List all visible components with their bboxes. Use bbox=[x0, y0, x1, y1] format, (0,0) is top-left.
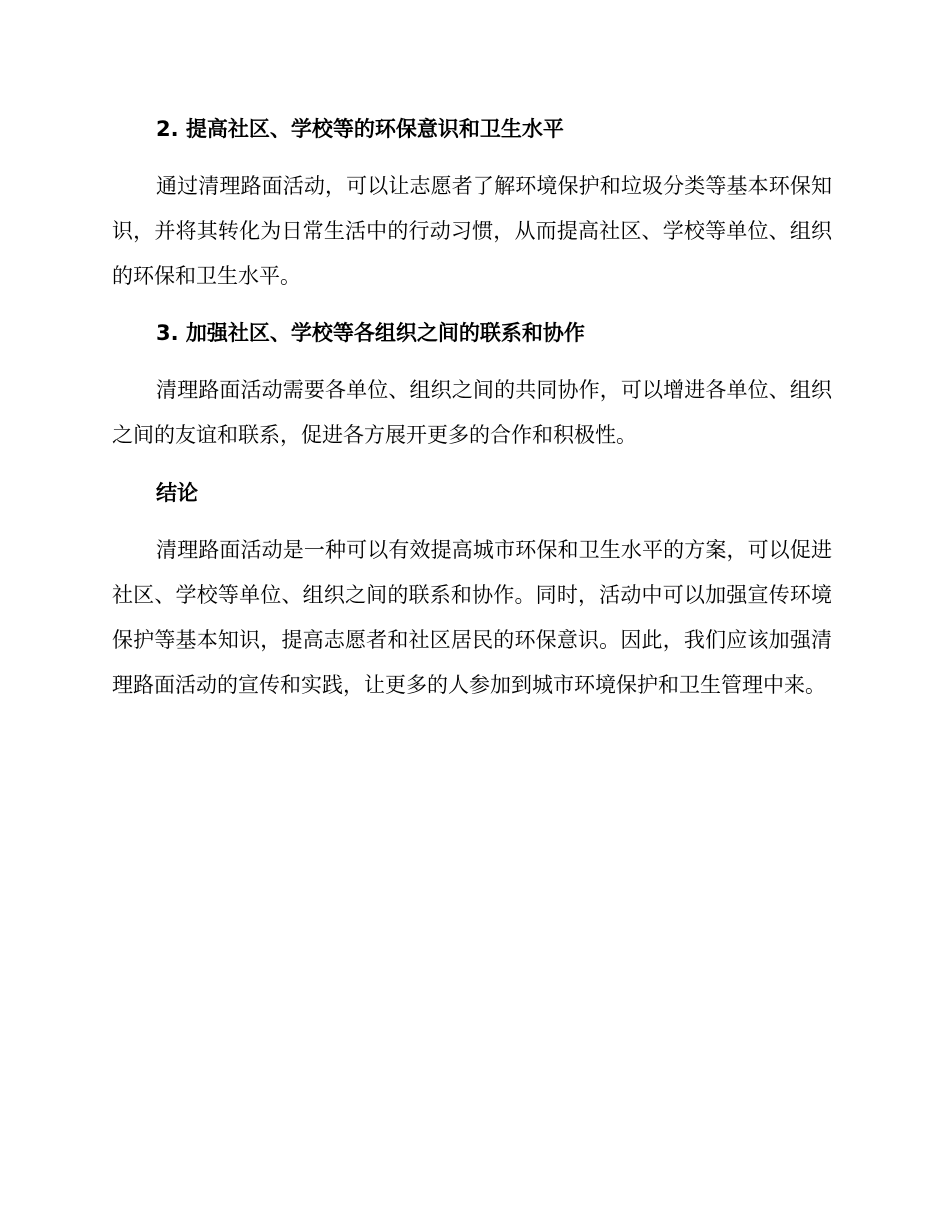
conclusion-heading: 结论 bbox=[156, 481, 198, 505]
section-heading-2: 2. 提高社区、学校等的环保意识和卫生水平 bbox=[156, 117, 564, 141]
section-paragraph-2: 通过清理路面活动，可以让志愿者了解环境保护和垃圾分类等基本环保知识，并将其转化为日常生活中的行动习惯，从而提高社区、学校等单位、组织的环保和卫生水平。 bbox=[112, 174, 832, 288]
section-heading-3: 3. 加强社区、学校等各组织之间的联系和协作 bbox=[156, 321, 585, 345]
section-paragraph-3: 清理路面活动需要各单位、组织之间的共同协作，可以增进各单位、组织之间的友谊和联系，促进各方展开更多的合作和积极性。 bbox=[112, 378, 832, 447]
conclusion-paragraph: 清理路面活动是一种可以有效提高城市环保和卫生水平的方案，可以促进社区、学校等单位、组织之间的联系和协作。同时，活动中可以加强宣传环境保护等基本知识，提高志愿者和社区居民的环保意识。因此，我们应该加强清理路面活动的宣传和实践，让更多的人参加到城市环境保护和卫生管理中来。 bbox=[112, 538, 832, 697]
